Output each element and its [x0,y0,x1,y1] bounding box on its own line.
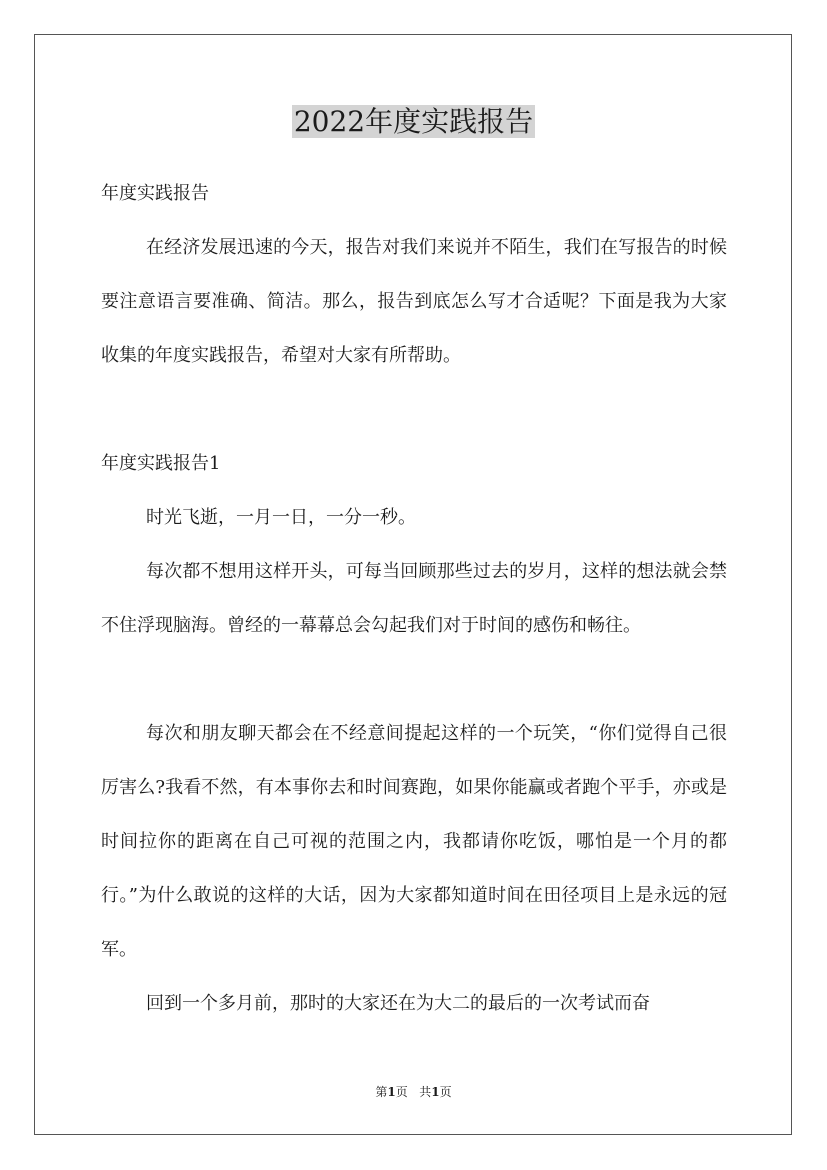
footer-page-number: 1 [387,1085,396,1099]
page-footer [0,1083,827,1101]
footer-prefix: 第 [375,1085,388,1099]
section1-heading: 年度实践报告1 [101,453,221,474]
document-title [0,100,827,144]
footer-suffix: 页 [439,1085,452,1099]
section1-paragraph-3: 每次和朋友聊天都会在不经意间提起这样的一个玩笑，“你们觉得自己很厉害么?我看不然，有本事你去和时间赛跑，如果你能赢或者跑个平手，亦或是时间拉你的距离在自己可视的范围之内，我都请你吃饭，哪怕是一个月的都行。”为什么敢说的这样的大话，因为大家都知道时间在田径项目上是永远的冠军。 [101,723,727,960]
section1-paragraph-4: 回到一个多月前，那时的大家还在为大二的最后的一次考试而奋 [146,993,650,1014]
intro-heading: 年度实践报告 [101,183,209,204]
intro-paragraph: 在经济发展迅速的今天，报告对我们来说并不陌生，我们在写报告的时候要注意语言要准确、简洁。那么，报告到底怎么写才合适呢？下面是我为大家收集的年度实践报告，希望对大家有所帮助。 [101,237,727,366]
section1-paragraph-2: 每次都不想用这样开头，可每当回顾那些过去的岁月，这样的想法就会禁不住浮现脑海。曾经的一幕幕总会勾起我们对于时间的感伤和畅往。 [101,561,727,636]
document-title-text: 2022年度实践报告 [293,105,534,138]
footer-middle: 页 共 [395,1085,432,1099]
footer-total-pages: 1 [431,1085,440,1099]
section1-paragraph-1: 时光飞逝，一月一日，一分一秒。 [146,507,416,528]
